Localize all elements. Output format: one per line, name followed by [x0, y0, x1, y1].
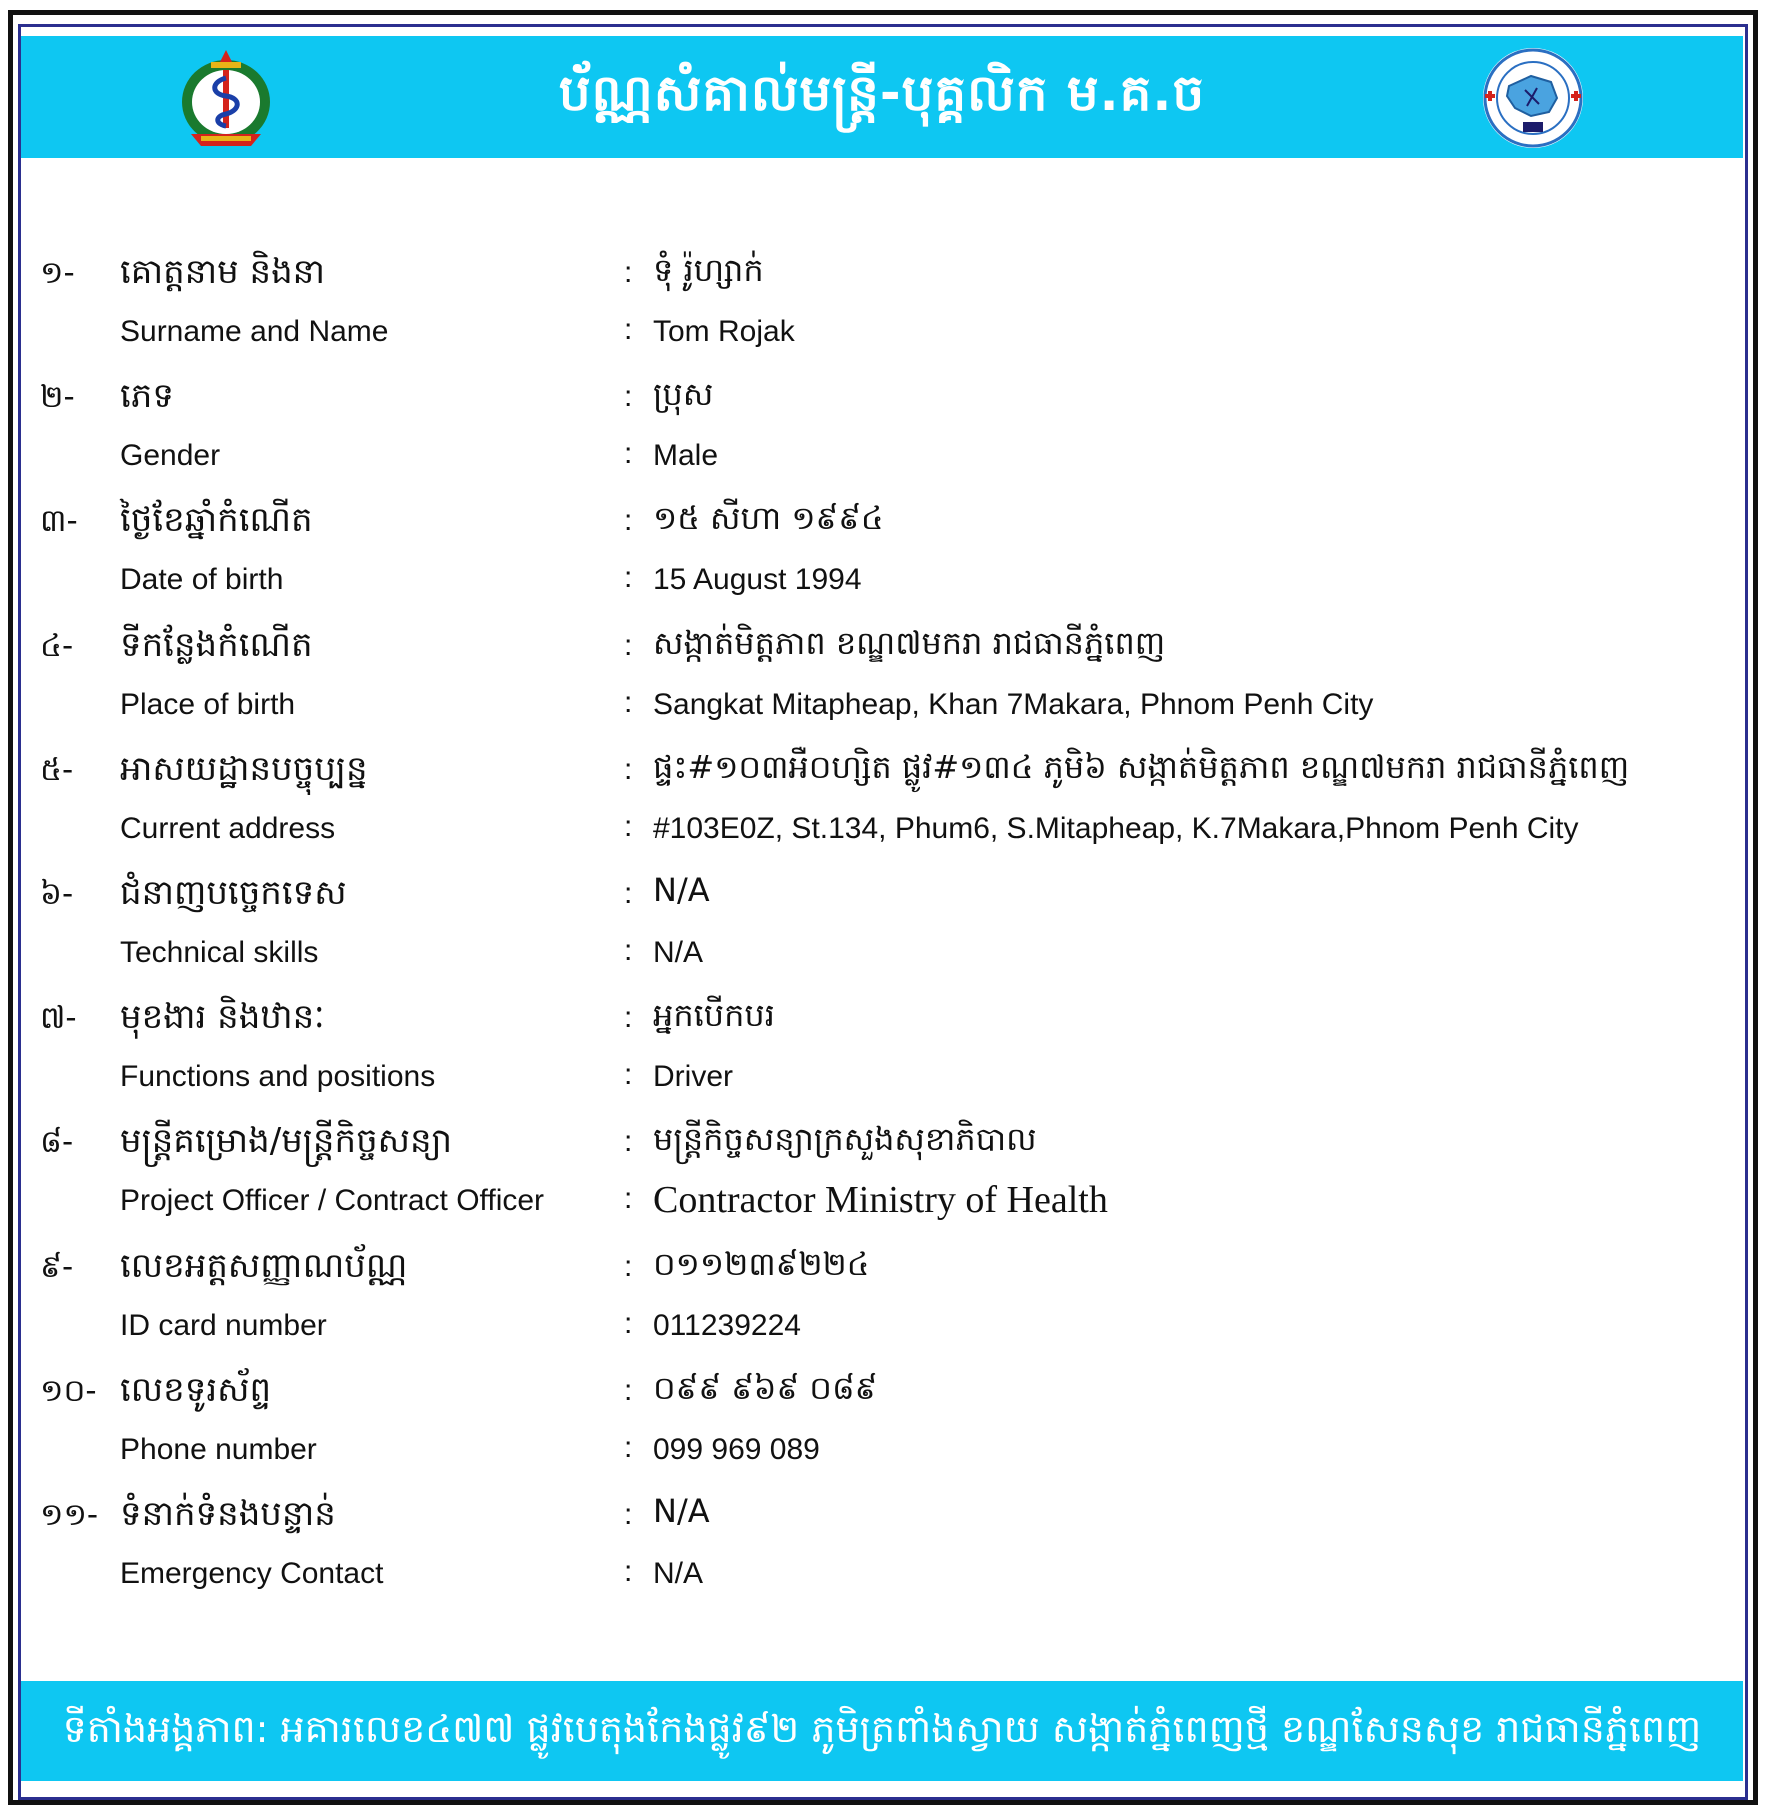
field-label-en: Functions and positions [120, 1060, 436, 1094]
field-row-en [0, 926, 1771, 978]
field-number: ៤- [40, 627, 74, 664]
field-row-en [0, 1050, 1771, 1102]
field-number: ១- [40, 255, 75, 291]
field-value-km: ផ្ទះ#១០៣អឺ០ហ្សិត ផ្លូវ#១៣៤ ភូមិ៦ សង្កាត់មិត្តភាព ខណ្ឌ៧មករា រាជធានីភ្នំពេញ [653, 747, 1630, 786]
field-row-en [0, 678, 1771, 730]
field-row-km [0, 621, 1771, 673]
field-colon: : [624, 504, 633, 538]
field-row-en [0, 305, 1771, 357]
field-row-en [0, 1174, 1771, 1226]
field-row-km [0, 248, 1771, 300]
footer-address: ទីតាំងអង្គភាព: អគារលេខ៤៧៧ ផ្លូវបេតុងកែងផ្លូវ៩២ ភូមិត្រពាំងស្វាយ សង្កាត់ភ្នំពេញថ្មី ខណ្ឌសែនសុខ រាជធានីភ្នំពេញ [62, 1707, 1702, 1751]
field-label-en: Technical skills [120, 936, 319, 969]
field-value-en: 011239224 [653, 1308, 801, 1342]
field-row-km [0, 1117, 1771, 1169]
field-row-en [0, 553, 1771, 605]
field-colon: : [624, 1373, 633, 1407]
field-value-km: ០១១២៣៩២២៤ [653, 1244, 870, 1283]
field-row-en [0, 1547, 1771, 1599]
field-colon: : [624, 1306, 633, 1340]
field-value-en: Sangkat Mitapheap, Khan 7Makara, Phnom Penh City [653, 687, 1374, 721]
footer-banner [21, 1681, 1743, 1781]
field-label-en: ID card number [120, 1308, 327, 1342]
field-row-en [0, 802, 1771, 854]
field-label-en: Phone number [120, 1432, 317, 1466]
field-label-km: ទីកន្លែងកំណើត [120, 624, 313, 665]
field-label-km: លេខអត្តសញ្ញាណប័ណ្ណ [120, 1245, 408, 1286]
field-label-en: Surname and Name [120, 315, 389, 348]
field-label-km: មុខងារ និងឋានៈ [120, 997, 325, 1038]
field-colon: : [624, 1125, 633, 1159]
field-colon: : [624, 1249, 633, 1283]
field-number: ៥- [40, 751, 74, 788]
field-colon: : [624, 256, 633, 289]
field-label-km: មន្ត្រីគម្រោង/មន្ត្រីកិច្ចសន្យា [120, 1121, 453, 1162]
field-label-en: Gender [120, 439, 221, 473]
field-row-km [0, 1242, 1771, 1294]
field-row-km [0, 745, 1771, 797]
field-value-km: N/A [653, 871, 710, 909]
field-number: ២- [40, 379, 75, 416]
field-colon: : [624, 1182, 633, 1216]
field-colon: : [624, 628, 633, 662]
cnm-seal-icon [1479, 46, 1587, 150]
field-colon: : [624, 1058, 633, 1092]
field-value-en: Driver [653, 1060, 733, 1094]
field-label-km: ថ្ងៃខែឆ្នាំកំណើត [120, 500, 313, 541]
field-value-km: ប្រុស [653, 375, 714, 414]
field-value-km: អ្នកបើកបរ [653, 996, 775, 1035]
field-colon: : [624, 1001, 633, 1035]
field-value-km: ទុំ រ៉ូហ្សាក់ [653, 251, 764, 289]
field-label-km: លេខទូរស័ព្ទ [120, 1369, 272, 1410]
field-colon: : [624, 1555, 633, 1588]
field-row-en [0, 1299, 1771, 1351]
field-row-km [0, 496, 1771, 548]
field-number: ១១- [40, 1497, 99, 1533]
field-label-km: ជំនាញបច្ចេកទេស [120, 873, 347, 913]
field-value-en: 099 969 089 [653, 1432, 820, 1466]
field-colon: : [624, 809, 633, 843]
field-value-km: មន្ត្រីកិច្ចសន្យាក្រសួងសុខាភិបាល [653, 1120, 1037, 1159]
field-number: ៩- [40, 1248, 74, 1285]
field-row-km [0, 993, 1771, 1045]
field-number: ៣- [40, 503, 78, 540]
field-value-en: #103E0Z, St.134, Phum6, S.Mitapheap, K.7Makara,Phnom Penh City [653, 811, 1579, 845]
field-label-en: Date of birth [120, 563, 284, 597]
field-number: ៦- [40, 876, 74, 912]
field-label-en: Project Officer / Contract Officer [120, 1184, 545, 1218]
field-value-en: Contractor Ministry of Health [653, 1179, 1108, 1222]
field-row-km [0, 372, 1771, 424]
field-value-en: Male [653, 439, 719, 473]
field-colon: : [624, 1430, 633, 1464]
field-colon: : [624, 1498, 633, 1531]
header-title: ប័ណ្ណសំគាល់មន្ត្រី-បុគ្គលិក ម.គ.ច [558, 64, 1206, 122]
field-value-km: N/A [653, 1492, 710, 1530]
field-value-en: N/A [653, 1557, 704, 1590]
field-row-km [0, 869, 1771, 921]
field-label-en: Place of birth [120, 687, 296, 721]
field-value-en: Tom Rojak [653, 315, 795, 348]
field-colon: : [624, 437, 633, 471]
field-row-en [0, 429, 1771, 481]
field-colon: : [624, 685, 633, 719]
field-colon: : [624, 752, 633, 786]
field-label-km: ភេទ [120, 376, 174, 417]
field-colon: : [624, 934, 633, 967]
field-colon: : [624, 877, 633, 910]
field-label-en: Emergency Contact [120, 1557, 384, 1590]
field-number: ៨- [40, 1124, 74, 1161]
header-banner [21, 36, 1743, 158]
field-label-km: គោត្តនាម និងនា [120, 252, 326, 292]
field-number: ១០- [40, 1372, 97, 1409]
field-number: ៧- [40, 1000, 77, 1037]
field-label-km: ទំនាក់ទំនងបន្ទាន់ [120, 1494, 336, 1534]
field-label-en: Current address [120, 811, 336, 845]
field-value-en: N/A [653, 936, 704, 969]
field-value-en: 15 August 1994 [653, 563, 862, 597]
field-colon: : [624, 380, 633, 414]
field-colon: : [624, 561, 633, 595]
field-value-km: ១៥ សីហា ១៩៩៤ [653, 499, 884, 538]
field-row-en [0, 1423, 1771, 1475]
field-value-km: សង្កាត់មិត្តភាព ខណ្ឌ៧មករា រាជធានីភ្នំពេញ [653, 623, 1166, 662]
field-row-km [0, 1366, 1771, 1418]
field-label-km: អាសយដ្ឋានបច្ចុប្បន្ន [120, 748, 368, 789]
field-row-km [0, 1490, 1771, 1542]
field-value-km: ០៩៩ ៩៦៩ ០៨៩ [653, 1368, 878, 1407]
field-colon: : [624, 313, 633, 346]
